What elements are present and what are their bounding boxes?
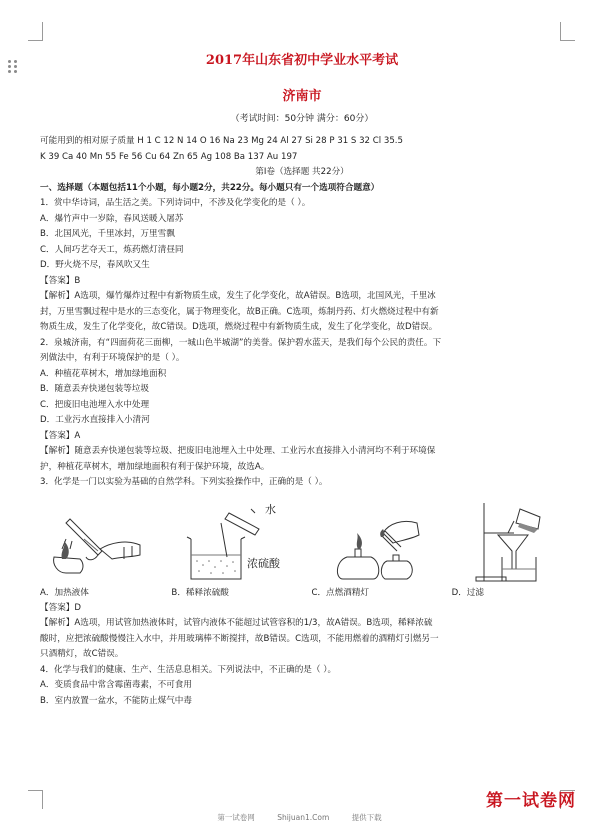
water-label: 水 [265,502,277,516]
crop-mark-bottom-left [28,790,43,809]
q1-analysis-line-1: 【解析】A选项，爆竹爆炸过程中有新物质生成，发生了化学变化，故A错误。B选项，北国风光，千里冰 [40,291,436,301]
question-2-line-1: 2．泉城济南，有“四面荷花三面柳，一城山色半城湖”的美誉。保护碧水蓝天，是我们每个公民的责任。下 [40,337,442,348]
q1-option-d: D．野火烧不尽，春风吹又生 [40,260,150,270]
part-heading: 一、选择题（本题包括11个小题，每小题2分，共22分。每小题只有一个选项符合题意） [40,182,380,193]
figure-b-diluting-acid [171,499,301,585]
q3-captions [40,585,564,601]
q3-analysis-line-1: 【解析】A选项，用试管加热液体时，试管内液体不能超过试管容积的1/3，故A错误。B选项，稀释浓硫 [40,618,433,628]
question-1: 1．赏中华诗词，品生活之美。下列诗词中，不涉及化学变化的是（ ）。 [40,198,311,208]
caption-a: A．加热液体 [40,587,89,598]
q2-analysis-line-1: 【解析】随意丢弃快递包装等垃圾、把废旧电池埋入土中处理、工业污水直接排入小清河均不利于环境保 [40,446,436,456]
q3-analysis-line-3: 只酒精灯，故C错误。 [40,649,124,659]
question-3: 3．化学是一门以实验为基础的自然学科。下列实验操作中，正确的是（ ）。 [40,477,328,487]
question-2-line-2: 列做法中，有利于环境保护的是（ ）。 [40,353,185,363]
exam-city: 济南市 [282,89,322,104]
document-page [40,52,564,709]
q2-option-b: B．随意丢弃快递包装等垃圾 [40,384,150,394]
q2-option-a: A．种植花草树木，增加绿地面积 [40,368,167,379]
q1-answer: 【答案】B [40,275,81,286]
atomic-mass-line-2: K 39 Ca 40 Mn 55 Fe 56 Cu 64 Zn 65 Ag 108 Ba 137 Au 197 [40,151,298,162]
crop-mark-top-right [560,22,575,41]
drag-handle-icon[interactable] [8,60,18,74]
q1-analysis-line-3: 物质生成，发生了化学变化，故C错误。D选项，燃烧过程中有新物质生成，发生了化学变化，故D错误。 [40,322,438,332]
q4-option-b: B．室内放置一盆水，不能防止煤气中毒 [40,695,192,706]
acid-label: 浓硫酸 [247,556,281,570]
q1-option-b: B．北国风光，千里冰封，万里雪飘 [40,229,175,239]
question-4: 4．化学与我们的健康、生产、生活息息相关。下列说法中，不正确的是（ ）。 [40,664,337,675]
exam-title: 2017年山东省初中学业水平考试 [205,53,399,68]
caption-b: B．稀释浓硫酸 [171,587,229,598]
figure-d-filtration [454,499,564,585]
footer-left: 第一试卷网 [217,813,255,822]
footer-right: 提供下载 [351,813,382,822]
page-footer [0,812,599,823]
q3-figures [40,495,564,585]
crop-mark-top-left [28,22,43,41]
q1-option-c: C．人间巧艺夺天工，炼药燃灯清昼同 [40,244,184,255]
q2-option-d: D．工业污水直接排入小清河 [40,415,150,425]
q4-option-a: A．变质食品中常含霉菌毒素，不可食用 [40,680,192,690]
caption-c: C．点燃酒精灯 [311,587,370,598]
exam-meta: （考试时间：50分钟 满分：60分） [230,114,374,124]
q1-option-a: A．爆竹声中一岁除，春风送暖入屠苏 [40,213,184,224]
q2-option-c: C．把废旧电池埋入水中处理 [40,399,150,410]
q1-analysis-line-2: 封，万里雪飘过程中是水的三态变化，属于物理变化，故B正确。C选项，炼制丹药、灯火燃烧过程中有新 [40,306,439,317]
section-heading: 第Ⅰ卷（选择题 共22分） [255,167,349,177]
q2-answer: 【答案】A [40,430,81,441]
figure-c-lighting-lamp [323,499,433,585]
watermark-brand: 第一试卷网 [486,791,576,811]
q3-answer: 【答案】D [40,602,81,613]
caption-d: D．过滤 [451,587,484,598]
figure-a-heating-liquid [40,499,150,585]
q3-analysis-line-2: 酸时，应把浓硫酸慢慢注入水中，并用玻璃棒不断搅拌，故B错误。C选项，不能用燃着的酒精灯引燃另一 [40,633,439,644]
atomic-mass-line-1: 可能用到的相对原子质量 H 1 C 12 N 14 O 16 Na 23 Mg 24 Al 27 Si 28 P 31 S 32 Cl 35.5 [40,136,404,146]
q2-analysis-line-2: 护，种植花草树木，增加绿地面积有利于保护环境，故选A。 [40,461,270,472]
document-body [40,134,564,709]
footer-middle[interactable]: Shijuan1.Com [277,813,330,822]
